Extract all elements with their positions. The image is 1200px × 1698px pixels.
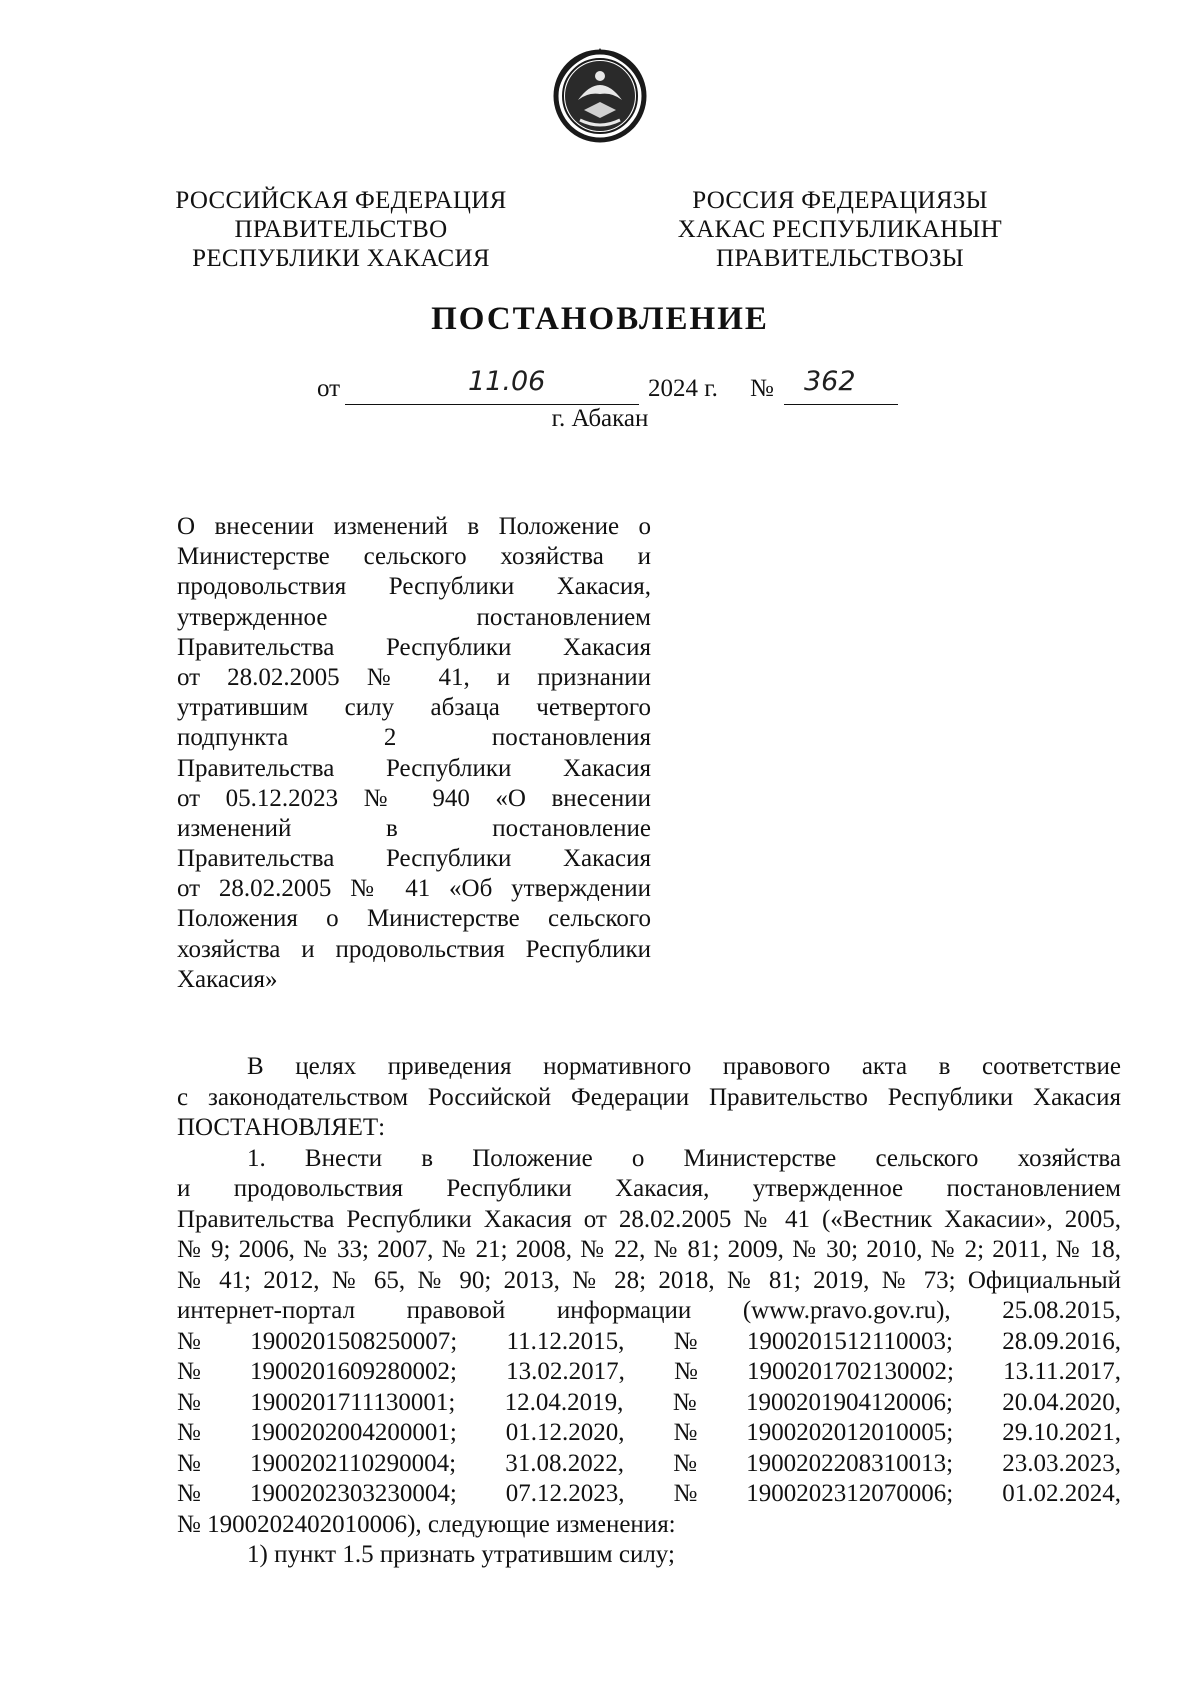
header-left-line: РОССИЙСКАЯ ФЕДЕРАЦИЯ: [175, 187, 507, 214]
subject-line: от 28.02.2005 № 41, и признании: [177, 663, 651, 691]
subject-line: Министерстве сельского хозяйства и: [177, 543, 651, 571]
date-prefix: от: [317, 375, 341, 402]
handwritten-date: 11.06: [468, 366, 546, 397]
registry-cell: 1900201609280002;: [250, 1358, 457, 1385]
registry-cell: 1900202208310013;: [746, 1449, 954, 1477]
registry-cell: 01.02.2024,: [1002, 1480, 1121, 1507]
registry-cell: №: [177, 1419, 201, 1446]
city-name: г. Абакан: [551, 405, 649, 432]
registry-cell: №: [673, 1419, 698, 1446]
registry-cell: 1900202110290004;: [250, 1449, 457, 1477]
subject-line: от 05.12.2023 № 940 «О внесении: [177, 784, 651, 812]
subject-line: Правительства Республики Хакасия: [177, 633, 651, 661]
registry-cell: №: [177, 1327, 201, 1355]
subject-line: Положения о Министерстве сельского: [177, 905, 651, 933]
registry-cell: 07.12.2023,: [505, 1480, 625, 1507]
subject-block: [177, 512, 651, 995]
date-year: 2024 г.: [648, 375, 718, 402]
subject-line: утратившим силу абзаца четвертого: [177, 694, 651, 722]
subject-line: Хакасия»: [177, 965, 278, 993]
registry-row: [177, 1449, 1121, 1480]
registry-cell: 23.03.2023,: [1002, 1449, 1121, 1477]
number-sign: №: [750, 375, 774, 402]
registry-cell: 1900201508250007;: [250, 1327, 458, 1355]
body-line: с законодательством Российской Федерации Правительство Республики Хакасия: [177, 1083, 1121, 1111]
registry-cell: №: [177, 1388, 201, 1416]
registry-cell: 31.08.2022,: [505, 1449, 624, 1477]
registry-row: [177, 1357, 1121, 1388]
handwritten-number: 362: [804, 366, 856, 397]
registry-cell: 1900201512110003;: [746, 1327, 953, 1355]
registry-row: [177, 1327, 1121, 1358]
subject-line: хозяйства и продовольствия Республики: [177, 935, 651, 963]
subject-line: О внесении изменений в Положение о: [177, 513, 651, 540]
header-right-block: [660, 186, 1020, 273]
registry-cell: №: [673, 1480, 698, 1507]
registry-cell: 1900201904120006;: [745, 1388, 953, 1416]
registry-cell: №: [672, 1388, 697, 1416]
registry-cell: 1900201711130001;: [250, 1388, 456, 1416]
registry-cell: 28.09.2016,: [1002, 1327, 1121, 1355]
registry-cell: 01.12.2020,: [505, 1419, 625, 1446]
registry-cell: №: [177, 1480, 201, 1507]
header-right-line: ХАКАС РЕСПУБЛИКАНЫҤ: [677, 216, 1003, 243]
body-text: [177, 1052, 1121, 1571]
registry-cell: 11.12.2015,: [506, 1327, 625, 1355]
body-line: № 9; 2006, № 33; 2007, № 21; 2008, № 22, № 81; 2009, № 30; 2010, № 2; 2011, № 18,: [177, 1236, 1121, 1263]
registry-cell: 20.04.2020,: [1002, 1388, 1121, 1416]
registry-cell: 1900201702130002;: [747, 1358, 954, 1385]
registry-cell: №: [673, 1449, 697, 1477]
registry-row: [177, 1479, 1121, 1510]
header-left-block: [161, 186, 521, 273]
registry-row: [177, 1418, 1121, 1449]
subject-line: от 28.02.2005 № 41 «Об утверждении: [177, 875, 651, 903]
subject-line: Правительства Республики Хакасия: [177, 754, 651, 782]
body-line: Правительства Республики Хакасия от 28.02.2005 № 41 («Вестник Хакасии», 2005,: [177, 1205, 1121, 1233]
header-left-line: ПРАВИТЕЛЬСТВО: [234, 216, 448, 243]
body-line: 1. Внести в Положение о Министерстве сельского хозяйства: [247, 1144, 1121, 1172]
subject-line: подпункта 2 постановления: [177, 724, 651, 752]
registry-cell: 13.02.2017,: [506, 1358, 625, 1385]
body-line: интернет-портал правовой информации (www.pravo.gov.ru), 25.08.2015,: [177, 1297, 1121, 1324]
body-line: № 1900202402010006), следующие изменения:: [177, 1510, 676, 1538]
registry-cell: №: [674, 1358, 698, 1385]
body-line: и продовольствия Республики Хакасия, утвержденное постановлением: [177, 1175, 1121, 1202]
subject-line: продовольствия Республики Хакасия,: [177, 573, 651, 601]
registry-cell: 1900202303230004;: [249, 1480, 457, 1507]
document-title: ПОСТАНОВЛЕНИЕ: [431, 301, 769, 337]
registry-cell: 12.04.2019,: [504, 1388, 624, 1416]
header-left-line: РЕСПУБЛИКИ ХАКАСИЯ: [192, 245, 490, 272]
body-line: В целях приведения нормативного правового акта в соответствие: [247, 1053, 1121, 1080]
body-line: № 41; 2012, № 65, № 90; 2013, № 28; 2018, № 81; 2019, № 73; Официальный: [177, 1266, 1121, 1294]
coat-of-arms-emblem: [550, 46, 650, 146]
registry-row: [177, 1388, 1121, 1419]
registry-cell: 29.10.2021,: [1002, 1419, 1121, 1446]
registry-cell: 1900202312070006;: [746, 1480, 954, 1507]
registry-cell: №: [177, 1358, 201, 1385]
registry-cell: 1900202004200001;: [249, 1419, 457, 1446]
subject-line: утвержденное постановлением: [177, 603, 651, 631]
subject-line: Правительства Республики Хакасия: [177, 845, 651, 873]
header-right-line: ПРАВИТЕЛЬСТВОЗЫ: [716, 245, 964, 272]
registry-cell: 13.11.2017,: [1003, 1358, 1121, 1385]
body-line: 1) пункт 1.5 признать утратившим силу;: [247, 1541, 675, 1568]
body-line: ПОСТАНОВЛЯЕТ:: [177, 1114, 386, 1141]
registry-cell: №: [177, 1449, 201, 1477]
registry-cell: 1900202012010005;: [746, 1419, 954, 1446]
subject-line: изменений в постановление: [177, 814, 651, 842]
header-right-line: РОССИЯ ФЕДЕРАЦИЯЗЫ: [692, 187, 988, 214]
registry-cell: №: [673, 1327, 698, 1355]
